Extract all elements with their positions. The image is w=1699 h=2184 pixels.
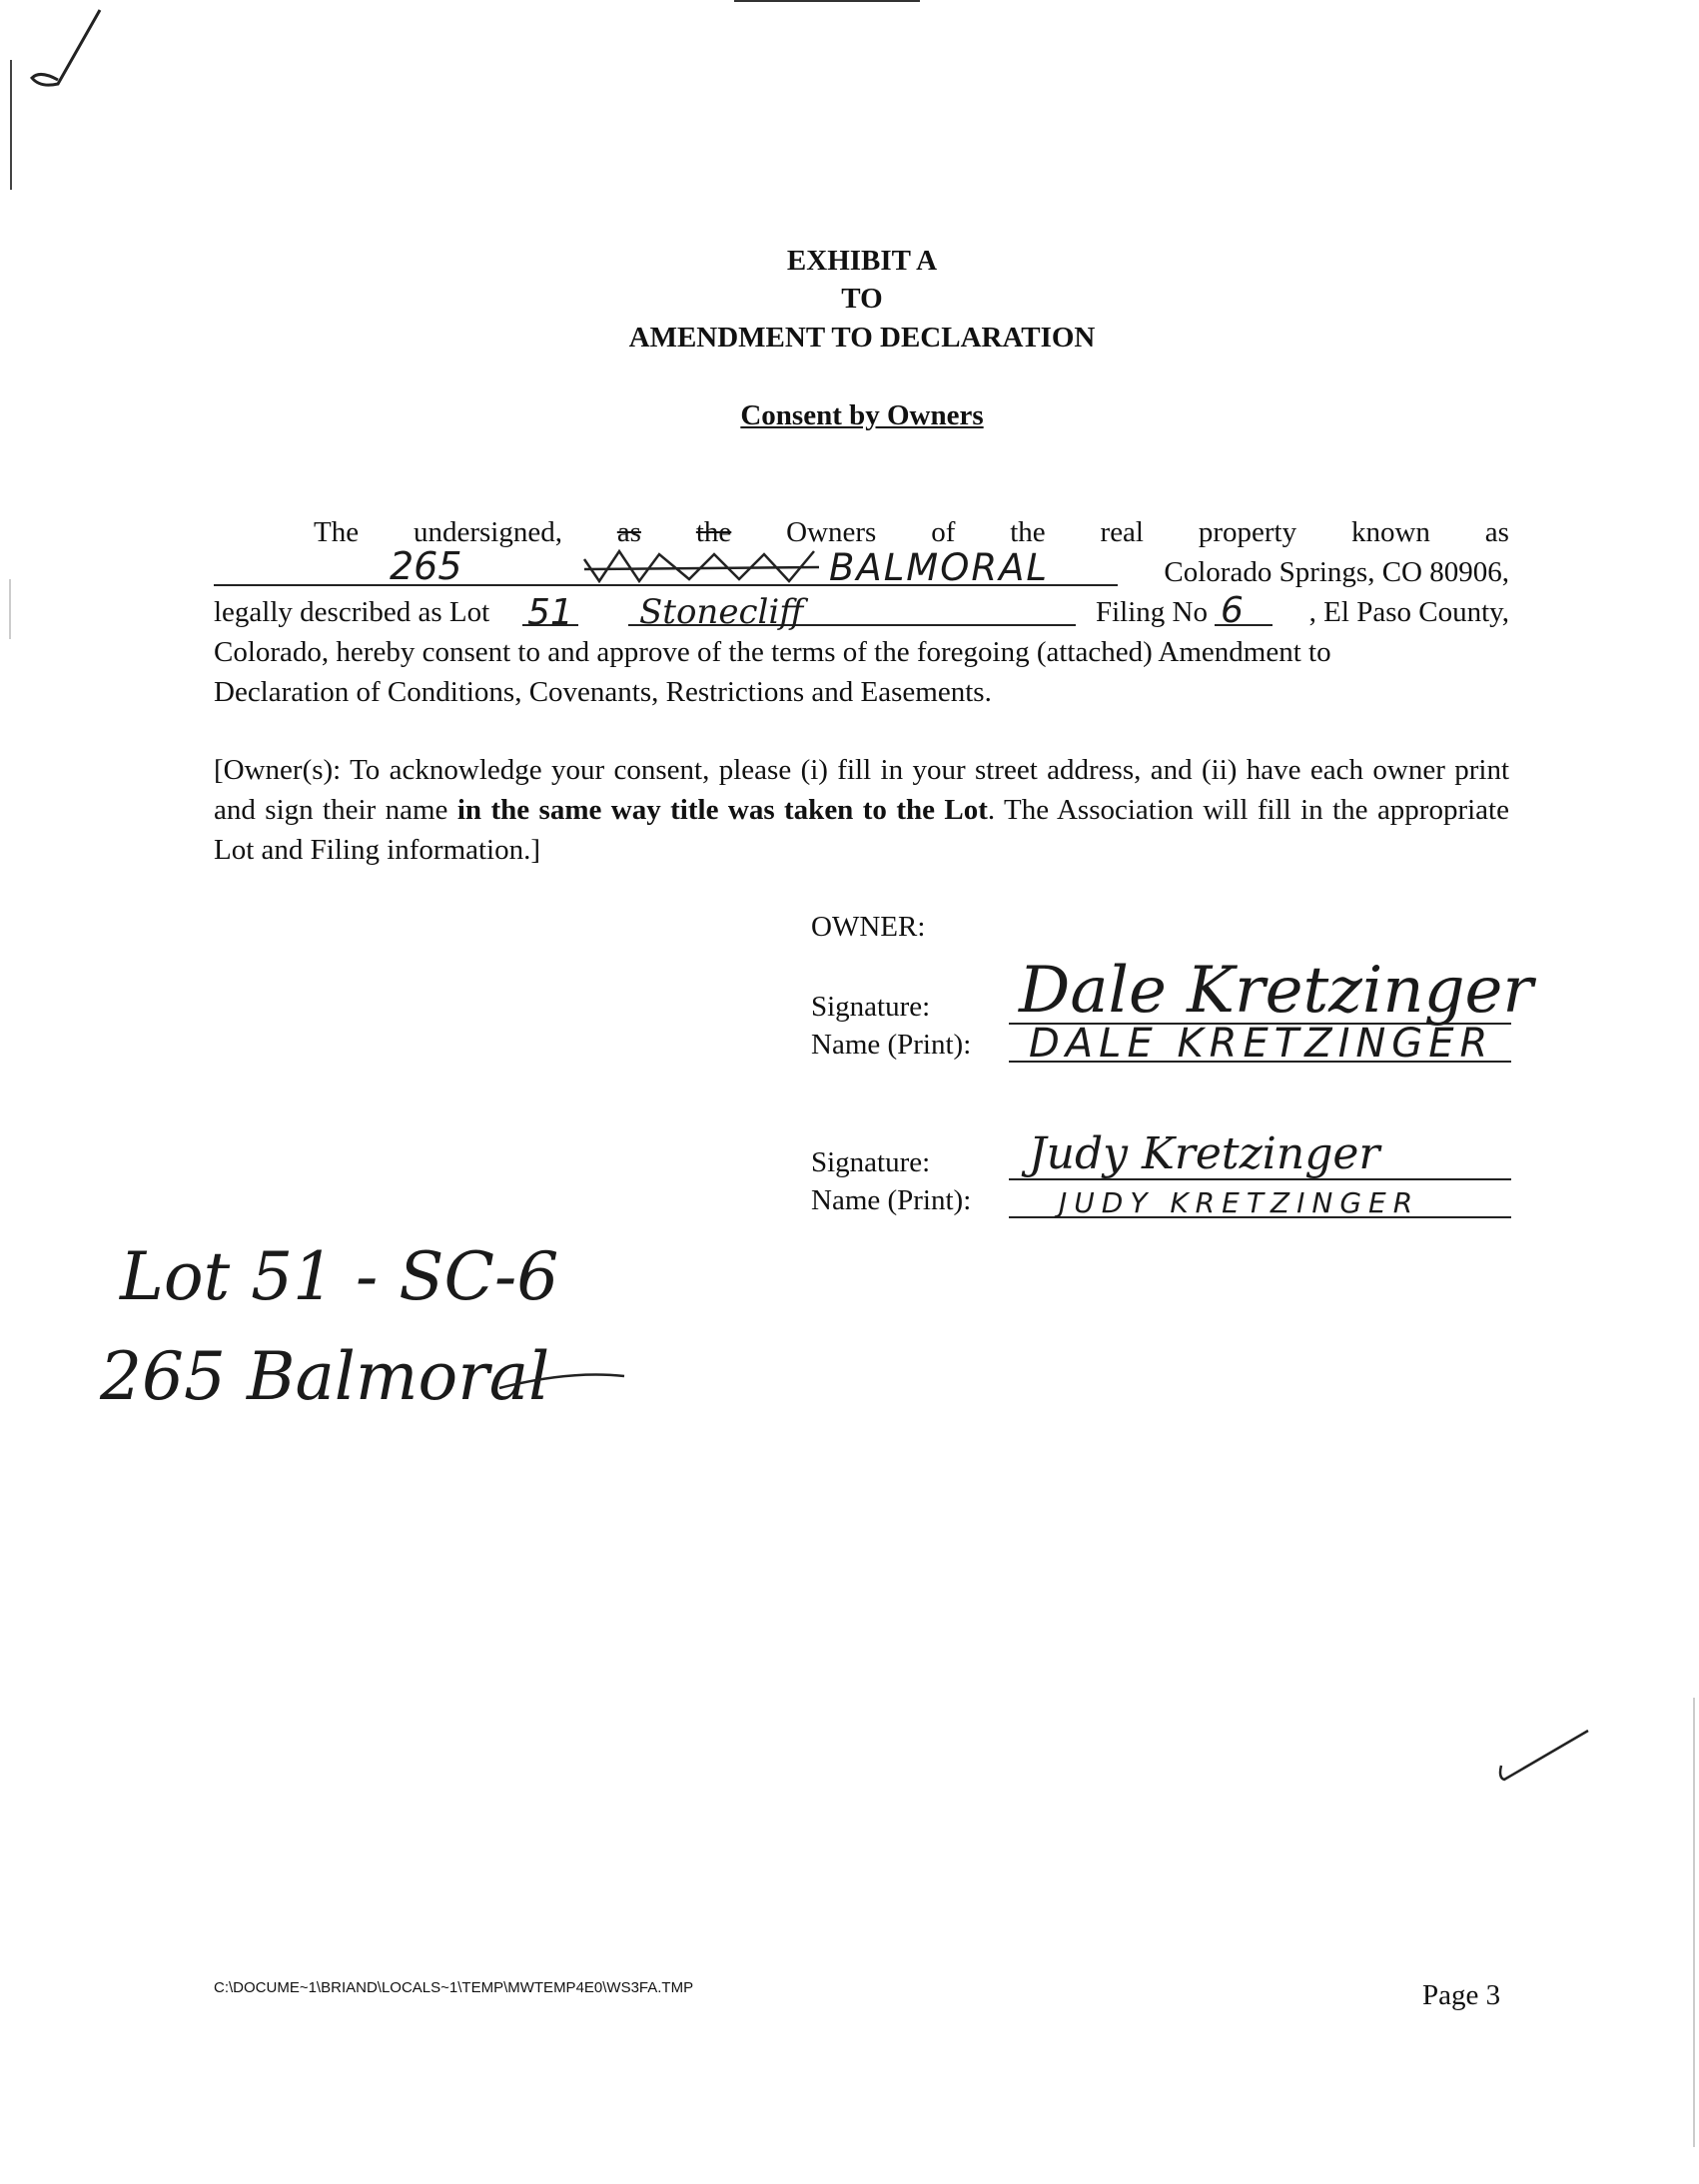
word: the [1010, 516, 1046, 548]
file-path: C:\DOCUME~1\BRIAND\LOCALS~1\TEMP\MWTEMP4E0\WS3FA.TMP [214, 1979, 694, 1996]
section-title: Consent by Owners [740, 399, 984, 431]
word: The [314, 516, 360, 548]
word: known [1350, 516, 1430, 548]
instructions-bold: in the same way title was taken to the Lot [456, 794, 988, 826]
owner1-name-label: Name (Print): [811, 1029, 972, 1061]
owner2-signature-label: Signature: [811, 1146, 931, 1178]
county-label: , El Paso County, [1308, 596, 1509, 628]
handwritten-street-number: 265 [390, 544, 462, 588]
handwritten-street-name: BALMORAL [829, 546, 1049, 589]
handwritten-lot-number: 51 [527, 592, 573, 633]
word: undersigned, [413, 516, 562, 548]
handwritten-filing-number: 6 [1221, 590, 1244, 631]
owner2-print-name: JUDY KRETZINGER [1059, 1186, 1420, 1219]
instructions-text-2: . The Association will fill in the appropriate Lot and Filing information.] [214, 794, 1509, 866]
instructions-text-1: [Owner(s): To acknowledge your consent, please (i) fill in your street address, and (ii) have each owner print and sign their name [214, 754, 1509, 826]
filing-no-label: Filing No [1096, 596, 1208, 628]
word: as [1484, 516, 1509, 548]
consent-line-5: Declaration of Conditions, Covenants, Restrictions and Easements. [214, 676, 992, 708]
word-struck: the [695, 516, 732, 548]
owner-label: OWNER: [811, 911, 926, 943]
word: of [931, 516, 956, 548]
word: property [1198, 516, 1297, 548]
exhibit-to: TO [841, 283, 883, 315]
word: Owners [786, 516, 877, 548]
instructions-paragraph [214, 750, 1509, 870]
margin-note-line-1: Lot 51 - SC-6 [120, 1238, 559, 1315]
margin-note-line-2: 265 Balmoral [100, 1338, 550, 1415]
owner2-signature: Judy Kretzinger [1029, 1128, 1380, 1179]
owner1-signature-label: Signature: [811, 991, 931, 1023]
page-number: Page 3 [1422, 1979, 1501, 2011]
handwritten-subdivision: Stonecliff [639, 592, 804, 632]
exhibit-subject: AMENDMENT TO DECLARATION [628, 322, 1096, 354]
exhibit-title: EXHIBIT A [786, 245, 938, 277]
owner1-signature: Dale Kretzinger [1019, 954, 1533, 1028]
consent-line-4: Colorado, hereby consent to and approve of the terms of the foregoing (attached) Amendment to [214, 636, 1331, 668]
owner2-name-label: Name (Print): [811, 1184, 972, 1216]
legally-described-label: legally described as Lot [214, 596, 490, 628]
word: real [1100, 516, 1144, 548]
word-struck: as [616, 516, 641, 548]
owner1-print-name: DALE KRETZINGER [1029, 1021, 1494, 1067]
city-state-zip: Colorado Springs, CO 80906, [1164, 556, 1509, 588]
